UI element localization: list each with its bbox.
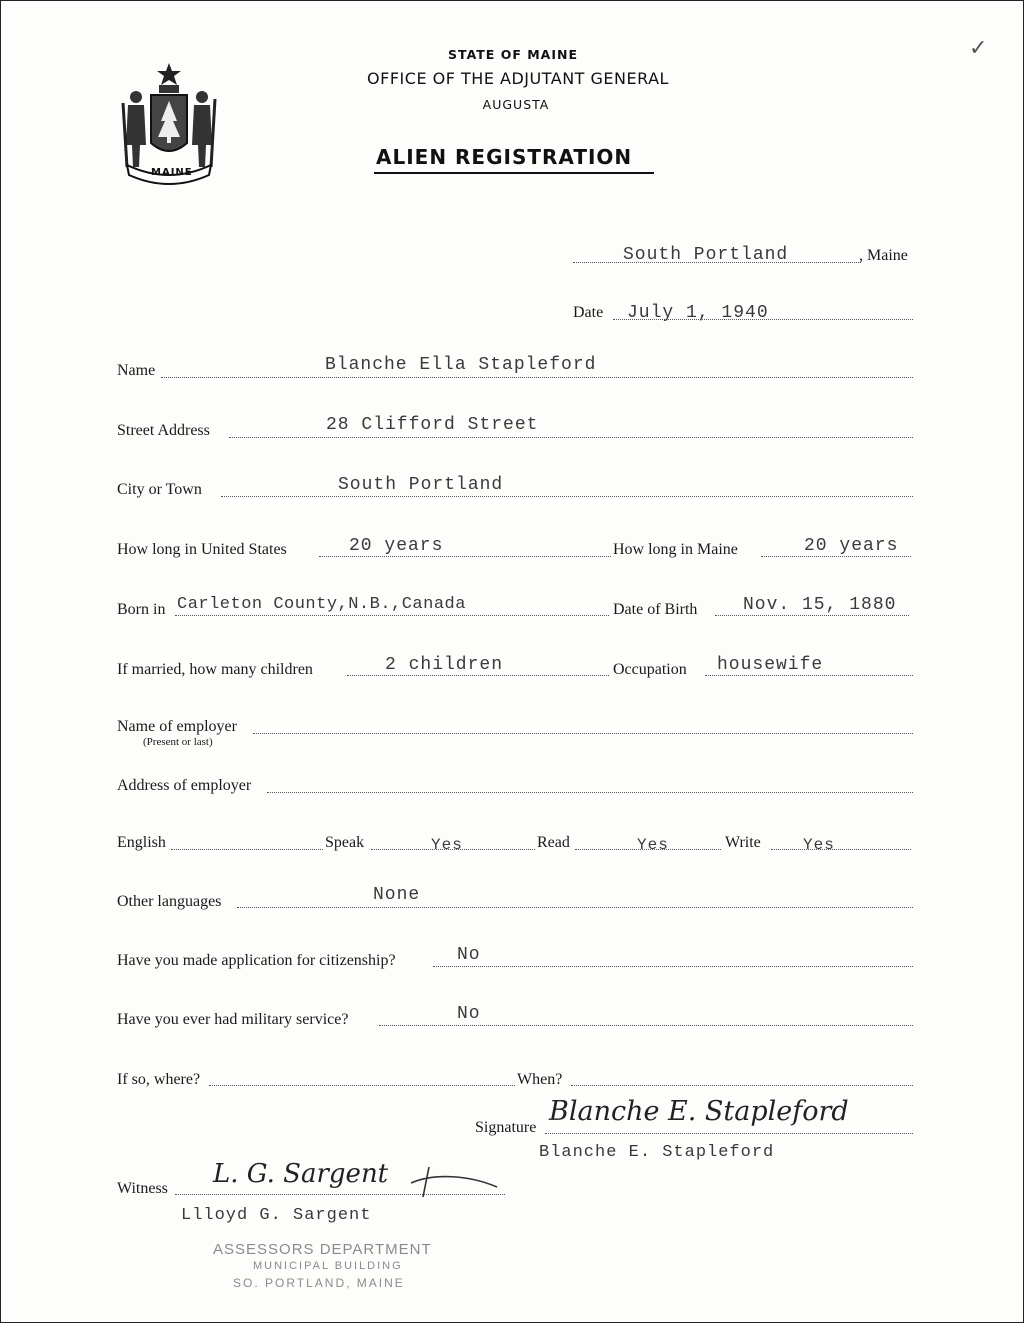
signature-typed: Blanche E. Stapleford <box>539 1143 775 1162</box>
write-label: Write <box>725 834 761 851</box>
city-value: South Portland <box>338 475 504 495</box>
other-languages-label: Other languages <box>117 893 222 910</box>
maine-value: 20 years <box>804 536 899 556</box>
date-value: July 1, 1940 <box>627 303 769 323</box>
maine-label: How long in Maine <box>613 541 738 558</box>
street-value: 28 Clifford Street <box>326 415 539 435</box>
speak-value: Yes <box>431 836 463 854</box>
born-label: Born in <box>117 601 166 618</box>
occupation-label: Occupation <box>613 661 687 678</box>
dob-value: Nov. 15, 1880 <box>743 595 897 615</box>
street-label: Street Address <box>117 422 210 439</box>
military-label: Have you ever had military service? <box>117 1011 349 1028</box>
seal-text: MAINE <box>151 167 193 178</box>
witness-label: Witness <box>117 1180 168 1197</box>
signature-handwritten: Blanche E. Stapleford <box>549 1096 849 1127</box>
when-label: When? <box>517 1071 563 1088</box>
citizenship-value: No <box>457 945 481 965</box>
employer-address-label: Address of employer <box>117 777 252 794</box>
name-value: Blanche Ella Stapleford <box>325 355 597 375</box>
witness-handwritten: L. G. Sargent <box>213 1159 389 1189</box>
city-label: City or Town <box>117 481 202 498</box>
speak-label: Speak <box>325 834 365 851</box>
children-label: If married, how many children <box>117 661 313 678</box>
where-label: If so, where? <box>117 1071 201 1088</box>
header-city: AUGUSTA <box>482 97 550 112</box>
witness-flourish <box>409 1165 499 1199</box>
us-value: 20 years <box>349 536 444 556</box>
stamp-line1: ASSESSORS DEPARTMENT <box>213 1241 432 1258</box>
stamp-line2: MUNICIPAL BUILDING <box>253 1260 403 1272</box>
english-label: English <box>117 834 166 851</box>
dob-label: Date of Birth <box>613 601 698 618</box>
witness-typed: Llloyd G. Sargent <box>181 1206 372 1225</box>
stamp-line3: SO. PORTLAND, MAINE <box>233 1276 405 1290</box>
us-label: How long in United States <box>117 541 287 558</box>
employer-label: Name of employer <box>117 718 237 735</box>
form-title: ALIEN REGISTRATION <box>376 145 633 169</box>
other-languages-value: None <box>373 885 421 905</box>
born-value: Carleton County,N.B.,Canada <box>177 595 466 614</box>
read-value: Yes <box>637 836 669 854</box>
employer-sublabel: (Present or last) <box>143 736 213 748</box>
check-mark: ✓ <box>969 35 988 60</box>
header-office: OFFICE OF THE ADJUTANT GENERAL <box>367 69 669 88</box>
title-underline <box>374 172 654 174</box>
location-value: South Portland <box>623 245 789 265</box>
name-label: Name <box>117 362 156 379</box>
military-value: No <box>457 1004 481 1024</box>
write-value: Yes <box>803 836 835 854</box>
header-state: STATE OF MAINE <box>448 47 578 62</box>
signature-label: Signature <box>475 1119 537 1136</box>
citizenship-label: Have you made application for citizenship? <box>117 952 396 969</box>
occupation-value: housewife <box>717 655 824 675</box>
children-value: 2 children <box>385 655 504 675</box>
date-label: Date <box>573 304 604 321</box>
read-label: Read <box>537 834 570 851</box>
location-suffix: , Maine <box>859 247 908 264</box>
